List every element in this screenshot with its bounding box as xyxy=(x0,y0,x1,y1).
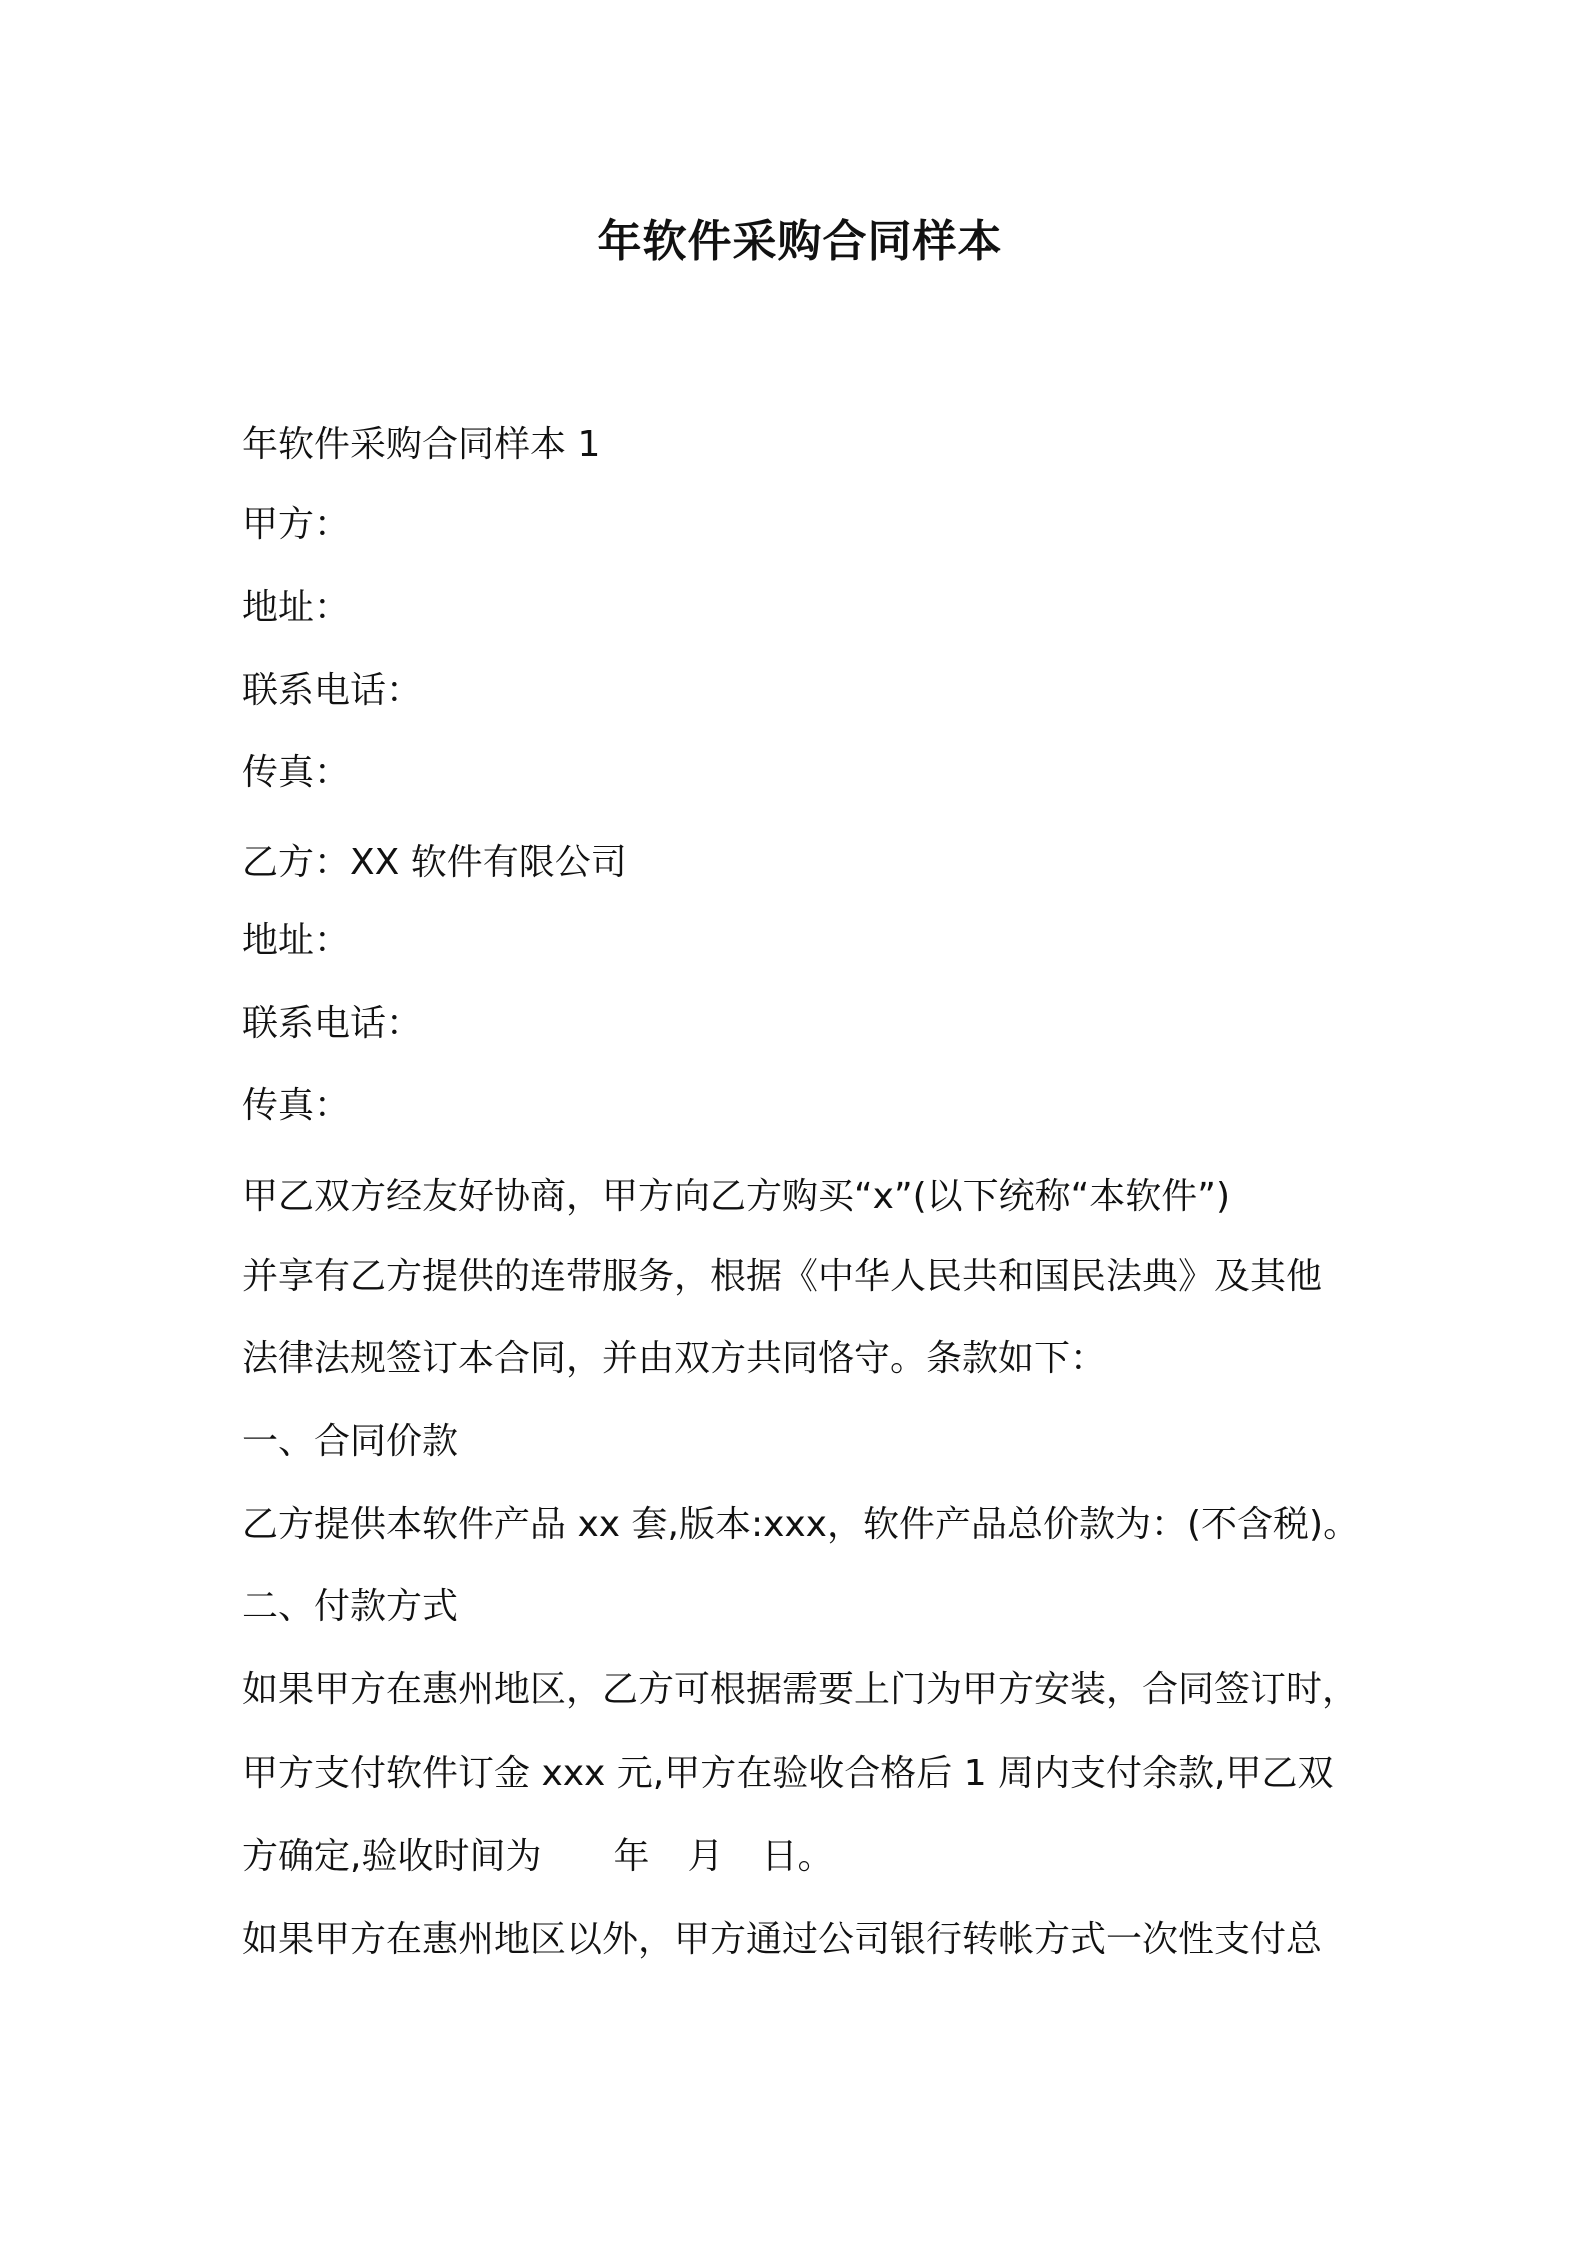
party-a-address: 地址： xyxy=(242,587,351,628)
party-a-phone: 联系电话： xyxy=(242,670,423,711)
preamble-line-3: 法律法规签订本合同，并由双方共同恪守。条款如下： xyxy=(242,1338,1107,1379)
party-b-fax: 传真： xyxy=(242,1085,351,1126)
party-b-address: 地址： xyxy=(242,920,351,961)
sample-heading: 年软件采购合同样本 1 xyxy=(242,424,601,465)
section-1-heading: 一、合同价款 xyxy=(242,1421,459,1462)
section-2-para-1-line-1: 如果甲方在惠州地区，乙方可根据需要上门为甲方安装，合同签订时， xyxy=(242,1669,1359,1710)
acceptance-month: 月 xyxy=(687,1836,724,1877)
section-2-para-2-line-1: 如果甲方在惠州地区以外，甲方通过公司银行转帐方式一次性支付总 xyxy=(242,1919,1323,1960)
section-2-heading: 二、付款方式 xyxy=(242,1586,459,1627)
party-b-phone: 联系电话： xyxy=(242,1003,423,1044)
document-title: 年软件采购合同样本 xyxy=(597,216,1003,267)
acceptance-time-label: 方确定,验收时间为 xyxy=(242,1836,542,1877)
acceptance-day: 日。 xyxy=(761,1836,834,1877)
party-b-label: 乙方：XX 软件有限公司 xyxy=(242,842,627,883)
section-2-para-1-line-3 xyxy=(242,1832,834,1882)
section-1-text: 乙方提供本软件产品 xx 套,版本:xxx，软件产品总价款为：(不含税)。 xyxy=(242,1504,1360,1545)
acceptance-year: 年 xyxy=(613,1836,650,1877)
party-a-fax: 传真： xyxy=(242,752,351,793)
preamble-line-2: 并享有乙方提供的连带服务，根据《中华人民共和国民法典》及其他 xyxy=(242,1256,1323,1297)
preamble-line-1: 甲乙双方经友好协商，甲方向乙方购买“x”(以下统称“本软件”) xyxy=(242,1176,1230,1217)
party-a-label: 甲方： xyxy=(242,504,351,545)
section-2-para-1-line-2: 甲方支付软件订金 xxx 元,甲方在验收合格后 1 周内支付余款,甲乙双 xyxy=(242,1753,1334,1794)
